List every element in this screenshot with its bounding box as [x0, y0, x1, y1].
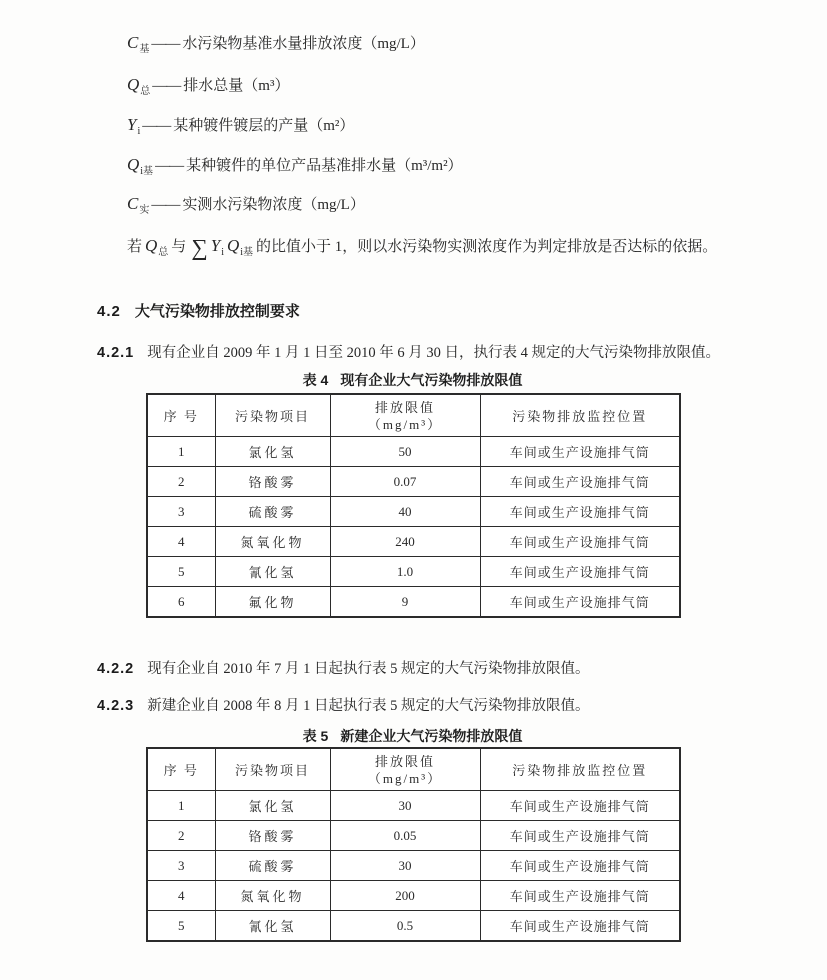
table-cell: 车间或生产设施排气筒: [480, 911, 680, 942]
table-cell: 车间或生产设施排气筒: [480, 527, 680, 557]
definition-text: 某种镀件的单位产品基准排水量（m³/m²）: [186, 158, 463, 174]
table-cell: 车间或生产设施排气筒: [480, 881, 680, 911]
table-cell: 6: [147, 587, 215, 618]
symbol-q-i-base: [226, 236, 254, 258]
definition-line-c-measured: [127, 193, 365, 216]
table-cell: 0.05: [330, 821, 480, 851]
clause-text: 现有企业自 2009 年 1 月 1 日至 2010 年 6 月 30 日，执行表 4 规定的大气污染物排放限值。: [147, 345, 720, 361]
table-cell: 铬酸雾: [215, 467, 330, 497]
symbol-base: Q: [127, 155, 140, 174]
symbol-q-i-base: [127, 155, 154, 177]
table-row: [147, 467, 680, 497]
symbol-c-base: [127, 33, 150, 55]
table-cell: 40: [330, 497, 480, 527]
table-row: [147, 587, 680, 618]
definition-line-q-total: [127, 74, 289, 97]
table-header-row: [147, 748, 680, 791]
definition-dash: ——: [142, 118, 171, 134]
symbol-subscript: i: [221, 247, 224, 258]
definition-text: 某种镀件镀层的产量（m²）: [173, 118, 355, 134]
symbol-q-total: [145, 236, 169, 258]
table-row: [147, 527, 680, 557]
col-header-pollutant: 污染物项目: [215, 394, 330, 437]
symbol-base: C: [127, 33, 139, 52]
symbol-subscript: 总: [158, 247, 169, 258]
table-cell: 车间或生产设施排气筒: [480, 497, 680, 527]
table-header: [147, 748, 680, 791]
table-cell: 5: [147, 911, 215, 942]
limit-header-line1: 排放限值: [374, 399, 435, 415]
table-row: [147, 497, 680, 527]
table-cell: 1: [147, 791, 215, 821]
table-caption-label: 表 5: [302, 728, 329, 744]
limit-header-line1: 排放限值: [374, 753, 435, 769]
symbol-y-i: [127, 115, 141, 137]
table-cell: 4: [147, 527, 215, 557]
table-cell: 50: [330, 437, 480, 467]
table-cell: 车间或生产设施排气筒: [480, 467, 680, 497]
table-row: [147, 437, 680, 467]
limit-header-line2: （mg/m³）: [367, 770, 443, 786]
summation-sigma-symbol: ∑: [191, 235, 208, 260]
table-row: [147, 821, 680, 851]
table-cell: 氮氧化物: [215, 881, 330, 911]
symbol-c-measured: [127, 194, 150, 216]
col-header-index: 序 号: [147, 394, 215, 437]
table-body: [147, 791, 680, 942]
symbol-q-total: [127, 75, 151, 97]
note-middle: 与: [171, 239, 187, 255]
col-header-limit: [330, 748, 480, 791]
col-header-monitoring-location: 污染物排放监控位置: [480, 394, 680, 437]
definition-line-q-i-base: [127, 154, 463, 177]
table-cell: 车间或生产设施排气筒: [480, 791, 680, 821]
table-cell: 氯化氢: [215, 791, 330, 821]
col-header-index: 序 号: [147, 748, 215, 791]
table-cell: 车间或生产设施排气筒: [480, 437, 680, 467]
symbol-base: Q: [145, 236, 158, 255]
clause-number: 4.2.2: [97, 661, 135, 677]
paragraph-4-2-3: [97, 694, 590, 715]
table-cell: 0.07: [330, 467, 480, 497]
table-4-existing-enterprise-air-limits: [146, 393, 681, 618]
table-cell: 氰化氢: [215, 911, 330, 942]
definition-dash: ——: [151, 36, 180, 52]
table-5-new-enterprise-air-limits: [146, 747, 681, 942]
table-cell: 车间或生产设施排气筒: [480, 587, 680, 618]
definition-dash: ——: [151, 197, 180, 213]
table-cell: 0.5: [330, 911, 480, 942]
clause-number: 4.2.1: [97, 345, 135, 361]
table-cell: 氮氧化物: [215, 527, 330, 557]
ratio-rule-note: [127, 231, 792, 266]
symbol-subscript: 实: [139, 205, 150, 216]
symbol-subscript: 基: [139, 44, 150, 55]
table-cell: 30: [330, 851, 480, 881]
table-cell: 240: [330, 527, 480, 557]
limit-header-line2: （mg/m³）: [367, 416, 443, 432]
table-caption-title: 新建企业大气污染物排放限值: [340, 728, 523, 744]
definition-dash: ——: [155, 158, 184, 174]
section-heading-4-2: [97, 300, 300, 321]
table-row: [147, 911, 680, 942]
table-cell: 1.0: [330, 557, 480, 587]
table-body: [147, 437, 680, 618]
table-cell: 氯化氢: [215, 437, 330, 467]
table-caption-label: 表 4: [302, 372, 329, 388]
symbol-subscript: i基: [140, 166, 154, 177]
paragraph-4-2-2: [97, 657, 590, 678]
table-cell: 硫酸雾: [215, 851, 330, 881]
definition-text: 水污染物基准水量排放浓度（mg/L）: [182, 36, 425, 52]
table-cell: 30: [330, 791, 480, 821]
paragraph-4-2-1: [97, 341, 720, 362]
table-5-caption: [146, 726, 679, 746]
table-cell: 2: [147, 821, 215, 851]
table-cell: 车间或生产设施排气筒: [480, 821, 680, 851]
section-title: 大气污染物排放控制要求: [134, 303, 300, 320]
clause-number: 4.2.3: [97, 698, 135, 714]
table-cell: 3: [147, 497, 215, 527]
definition-text: 实测水污染物浓度（mg/L）: [182, 197, 365, 213]
symbol-base: Y: [210, 236, 221, 255]
table-row: [147, 851, 680, 881]
table-row: [147, 791, 680, 821]
table-cell: 1: [147, 437, 215, 467]
note-suffix: 的比值小于 1，则以水污染物实测浓度作为判定排放是否达标的依据。: [256, 239, 718, 255]
symbol-base: C: [127, 194, 139, 213]
definition-dash: ——: [152, 78, 181, 94]
table-row: [147, 557, 680, 587]
table-cell: 200: [330, 881, 480, 911]
table-cell: 车间或生产设施排气筒: [480, 851, 680, 881]
table-cell: 氟化物: [215, 587, 330, 618]
table-cell: 车间或生产设施排气筒: [480, 557, 680, 587]
col-header-pollutant: 污染物项目: [215, 748, 330, 791]
table-row: [147, 881, 680, 911]
symbol-subscript: i基: [240, 247, 254, 258]
note-prefix: 若: [127, 239, 143, 255]
col-header-monitoring-location: 污染物排放监控位置: [480, 748, 680, 791]
table-cell: 氰化氢: [215, 557, 330, 587]
table-header: [147, 394, 680, 437]
table-cell: 2: [147, 467, 215, 497]
table-caption-title: 现有企业大气污染物排放限值: [340, 372, 523, 388]
table-cell: 硫酸雾: [215, 497, 330, 527]
symbol-base: Q: [127, 75, 140, 94]
table-cell: 5: [147, 557, 215, 587]
section-number: 4.2: [97, 303, 121, 320]
symbol-y-i: [210, 236, 224, 258]
table-4-caption: [146, 370, 679, 390]
definition-line-c-base: [127, 32, 425, 55]
symbol-base: Y: [127, 115, 137, 134]
symbol-base: Q: [226, 236, 240, 255]
clause-text: 新建企业自 2008 年 8 月 1 日起执行表 5 规定的大气污染物排放限值。: [147, 698, 590, 714]
table-cell: 4: [147, 881, 215, 911]
col-header-limit: [330, 394, 480, 437]
definition-line-y-i: [127, 114, 354, 137]
table-cell: 3: [147, 851, 215, 881]
table-cell: 9: [330, 587, 480, 618]
symbol-subscript: 总: [140, 86, 151, 97]
table-header-row: [147, 394, 680, 437]
symbol-subscript: i: [137, 126, 141, 137]
definition-text: 排水总量（m³）: [183, 78, 290, 94]
clause-text: 现有企业自 2010 年 7 月 1 日起执行表 5 规定的大气污染物排放限值。: [147, 661, 590, 677]
table-cell: 铬酸雾: [215, 821, 330, 851]
